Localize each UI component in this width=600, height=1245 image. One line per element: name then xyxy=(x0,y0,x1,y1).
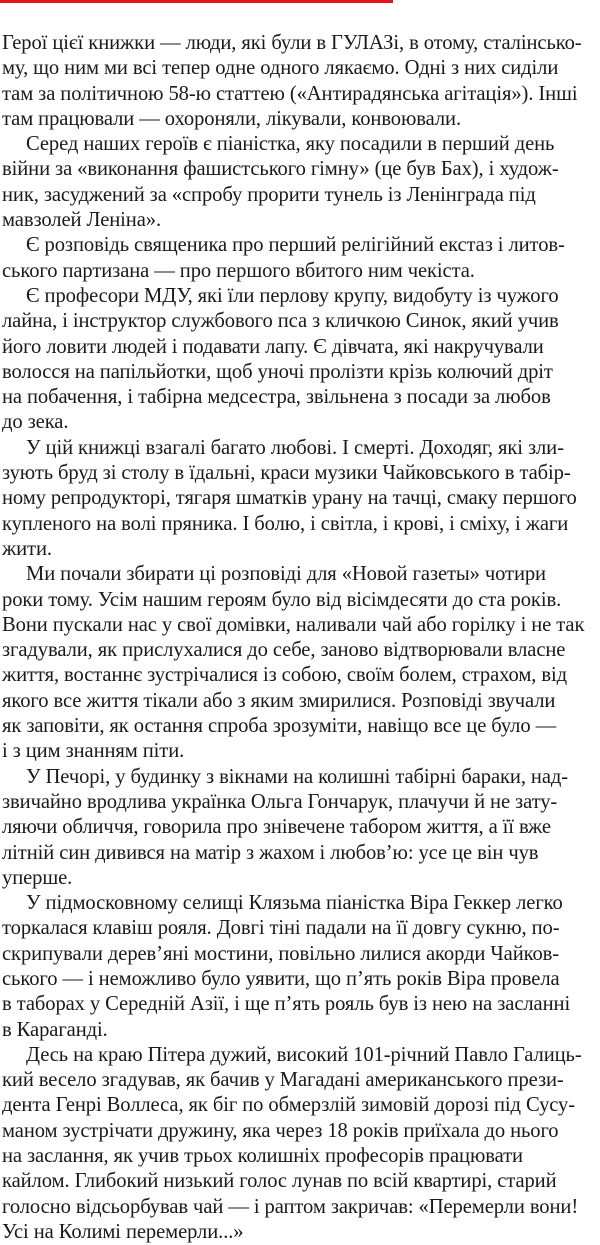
paragraph-3 xyxy=(2,233,600,284)
text-line: там за політичною 58-ю статтею («Антирадянська агітація»). Інші xyxy=(2,82,578,105)
paragraph-6 xyxy=(2,562,600,764)
text-line: лайна, і інструктор службового пса з кличкою Синок, який учив xyxy=(2,310,559,333)
book-page-text xyxy=(2,31,600,1245)
text-line: У цій книжці взагалі багато любові. І смерті. Доходяг, які зли- xyxy=(26,436,564,459)
paragraph-8 xyxy=(2,891,600,1043)
text-line: ному репродукторі, тягаря шматків урану на тачці, смаку першого xyxy=(2,487,577,510)
text-line: У підмосковному селищі Клязьма піаністка Віра Геккер легко xyxy=(26,892,563,915)
paragraph-7 xyxy=(2,765,600,891)
text-line: в Караганді. xyxy=(2,1018,108,1041)
text-line: як заповіти, як остання спроба зрозуміти, навіщо все це було — xyxy=(2,715,557,738)
text-line: ник, засуджений за «спробу прорити тунель із Ленінграда під xyxy=(2,183,536,206)
text-line: мавзолей Леніна». xyxy=(2,209,161,232)
top-red-rule xyxy=(0,0,393,3)
text-line: Герої цієї книжки — люди, які були в ГУЛАЗі, в отому, сталінсько- xyxy=(2,32,582,54)
paragraph-2 xyxy=(2,132,600,233)
text-line: Десь на краю Пітера дужий, високий 101-річний Павло Галиць- xyxy=(26,1043,582,1066)
text-line: ляючи обличчя, говорила про знівечене табором життя, а її вже xyxy=(2,816,551,839)
text-line: волосся на папільйотки, щоб уночі пролізти крізь колючий дріт xyxy=(2,360,553,383)
text-line: на заслання, як учив трьох колишніх професорів працювати xyxy=(2,1145,523,1168)
paragraph-1 xyxy=(2,31,600,132)
text-line: му, що ним ми всі тепер одне одного лякаємо. Одні з них сиділи xyxy=(2,57,559,80)
text-line: кий весело згадував, як бачив у Магадані американського прези- xyxy=(2,1069,564,1092)
text-line: У Печорі, у будинку з вікнами на колишні табірні бараки, над- xyxy=(26,765,569,788)
text-line: ського — і неможливо було уявити, що п’ять років Віра провела xyxy=(2,967,560,990)
text-line: дента Генрі Воллеса, як біг по обмерзлій зимовій дорозі під Сусу- xyxy=(2,1094,576,1117)
text-line: літній син дивився на матір з жахом і любов’ю: усе це він чув xyxy=(2,841,539,864)
text-line: скрипували дерев’яні мостини, повільно лилися акорди Чайков- xyxy=(2,942,560,965)
text-line: звичайно вродлива українка Ольга Гончарук, плачучи й не зату- xyxy=(2,790,558,813)
text-line: Є професори МДУ, які їли перлову крупу, видобуту із чужого xyxy=(26,284,559,307)
text-line: Серед наших героїв є піаністка, яку посадили в перший день xyxy=(26,133,555,156)
text-line: купленого на волі пряника. І болю, і світла, і крові, і сміху, і жаги xyxy=(2,512,569,535)
text-line: ського партизана — про першого вбитого ним чекіста. xyxy=(2,259,475,282)
text-line: Вони пускали нас у свої домівки, наливали чай або горілку і не так xyxy=(2,613,585,636)
text-line: голосно відсьорбував чай — і раптом закричав: «Перемерли вони! xyxy=(2,1195,579,1218)
text-line: на побачення, і табірна медсестра, звільнена з посади за любов xyxy=(2,386,551,409)
paragraph-9 xyxy=(2,1043,600,1245)
text-line: якого все життя тікали або з яким змирилися. Розповіді звучали xyxy=(2,689,556,712)
text-line: в таборах у Середній Азії, і ще п’ять рояль був із нею на засланні xyxy=(2,993,571,1016)
text-line: його ловити людей і подавати лапу. Є дівчата, які накручували xyxy=(2,335,544,358)
text-line: торкалася клавіш рояля. Довгі тіні падали на її довгу сукню, по- xyxy=(2,917,560,940)
text-line: згадували, як прислухалися до себе, заново відтворювали власне xyxy=(2,639,566,662)
text-line: там працювали — охороняли, лікували, конвоювали. xyxy=(2,107,462,130)
text-line: Є розповідь священика про перший релігійний екстаз і литов- xyxy=(26,234,565,257)
paragraph-4 xyxy=(2,284,600,436)
text-line: жити. xyxy=(2,537,52,560)
text-line: зують бруд зі столу в їдальні, краси музики Чайковського в табір- xyxy=(2,462,571,485)
text-line: війни за «виконання фашистського гімну» (це був Бах), і худож- xyxy=(2,158,559,181)
text-line: Ми почали збирати ці розповіді для «Новой газеты» чотири xyxy=(26,563,546,586)
text-line: життя, востаннє зустрічалися із собою, своїм болем, страхом, від xyxy=(2,664,568,687)
paragraph-5 xyxy=(2,436,600,562)
text-line: Усі на Колимі перемерли...» xyxy=(2,1220,244,1243)
text-line: до зека. xyxy=(2,411,69,434)
text-line: роки тому. Усім нашим героям було від вісімдесяти до ста років. xyxy=(2,588,562,611)
text-line: маном зустрічати дружину, яка через 18 років приїхала до нього xyxy=(2,1119,559,1142)
text-line: і з цим знанням піти. xyxy=(2,740,185,763)
text-line: кайлом. Глибокий низький голос лунав по всій квартирі, старий xyxy=(2,1170,557,1193)
text-line: уперше. xyxy=(2,866,73,889)
